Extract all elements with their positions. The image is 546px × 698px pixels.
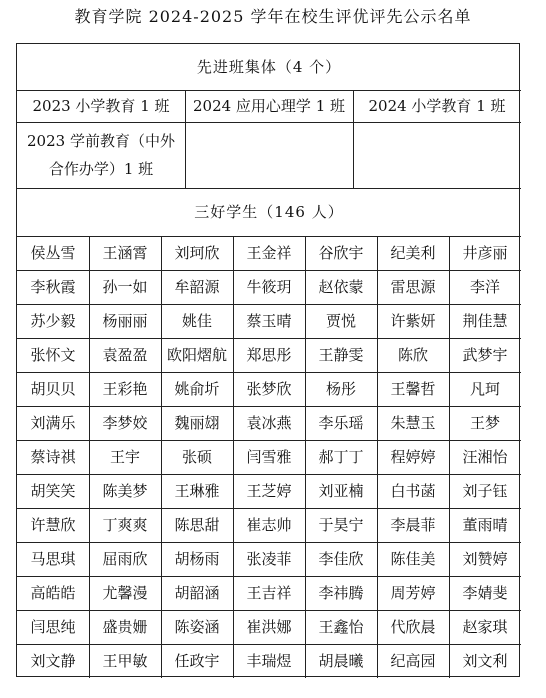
student-name: 贾悦: [325, 312, 356, 330]
student-name: 姚俞圻: [174, 380, 220, 398]
document-title: 教育学院 2024-2025 学年在校生评优评先公示名单: [74, 7, 472, 26]
student-name: 纪美利: [390, 244, 436, 262]
student-name: 袁盈盈: [102, 346, 148, 364]
student-name: 胡贝贝: [30, 380, 76, 398]
student-name: 蔡诗祺: [30, 448, 76, 466]
student-name: 胡笑笑: [30, 482, 76, 500]
student-name: 牛筱玥: [246, 278, 292, 296]
student-name: 李晨菲: [390, 516, 436, 534]
student-name: 杨丽丽: [102, 312, 148, 330]
divider: [17, 188, 521, 189]
advanced-class-2: 2024 应用心理学 1 班: [192, 97, 346, 115]
student-name: 胡韶涵: [174, 584, 220, 602]
student-name: 闫思纯: [30, 618, 76, 636]
student-name: 高皓皓: [30, 584, 76, 602]
divider: [185, 90, 186, 188]
advanced-class-3: 2024 小学教育 1 班: [368, 97, 506, 115]
student-name: 王彩艳: [102, 380, 148, 398]
student-name: 董雨晴: [462, 516, 508, 534]
student-name: 屈雨欣: [102, 550, 148, 568]
student-name: 李洋: [469, 278, 500, 296]
student-name: 王芝婷: [246, 482, 292, 500]
student-name: 孙一如: [102, 278, 148, 296]
student-name: 陈佳美: [390, 550, 436, 568]
student-name: 胡杨雨: [174, 550, 220, 568]
student-name: 马思琪: [30, 550, 76, 568]
student-name: 丰瑞煜: [246, 652, 292, 670]
student-name: 张硕: [181, 448, 212, 466]
divider: [17, 304, 521, 305]
empty-cell: [185, 122, 353, 188]
student-name: 许紫妍: [390, 312, 436, 330]
student-name: 王甲敏: [102, 652, 148, 670]
student-name: 李梦姣: [102, 414, 148, 432]
student-name: 陈思甜: [174, 516, 220, 534]
student-name: 白书菡: [390, 482, 436, 500]
divider: [17, 122, 521, 123]
empty-cell: [353, 122, 521, 188]
student-name: 王吉祥: [246, 584, 292, 602]
student-name: 王梦: [469, 414, 500, 432]
student-name: 牟韶源: [174, 278, 220, 296]
student-name: 荆佳慧: [462, 312, 508, 330]
student-name: 王鑫怡: [318, 618, 364, 636]
student-name: 王宇: [109, 448, 140, 466]
student-name: 雷思源: [390, 278, 436, 296]
student-name: 许慧欣: [30, 516, 76, 534]
student-name: 王静雯: [318, 346, 364, 364]
student-name: 井彦丽: [462, 244, 508, 262]
advanced-class-1: 2023 小学教育 1 班: [32, 97, 170, 115]
student-name: 陈欣: [397, 346, 428, 364]
divider: [233, 236, 234, 678]
student-name: 张梦欣: [246, 380, 292, 398]
student-name: 丁爽爽: [102, 516, 148, 534]
merit-students-grid: [17, 236, 521, 678]
student-name: 尤馨漫: [102, 584, 148, 602]
divider: [17, 270, 521, 271]
divider: [17, 338, 521, 339]
award-table: [16, 43, 520, 677]
student-name: 周芳婷: [390, 584, 436, 602]
divider: [449, 236, 450, 678]
divider: [305, 236, 306, 678]
student-name: 郝丁丁: [318, 448, 364, 466]
student-name: 王琳雅: [174, 482, 220, 500]
divider: [17, 440, 521, 441]
student-name: 刘子钰: [462, 482, 508, 500]
student-name: 崔洪娜: [246, 618, 292, 636]
divider: [17, 644, 521, 645]
student-name: 侯丛雪: [30, 244, 76, 262]
divider: [17, 90, 521, 91]
advanced-class-4: [17, 122, 185, 188]
student-name: 刘满乐: [30, 414, 76, 432]
student-name: 闫雪雅: [246, 448, 292, 466]
student-name: 于昊宁: [318, 516, 364, 534]
student-name: 刘亚楠: [318, 482, 364, 500]
student-name: 纪高园: [390, 652, 436, 670]
student-name: 欧阳熠航: [166, 346, 227, 364]
student-name: 李佳欣: [318, 550, 364, 568]
student-name: 胡晨曦: [318, 652, 364, 670]
student-name: 郑思彤: [246, 346, 292, 364]
student-name: 刘文利: [462, 652, 508, 670]
student-name: 陈美梦: [102, 482, 148, 500]
student-name: 代欣晨: [390, 618, 436, 636]
student-name: 王金祥: [246, 244, 292, 262]
student-name: 李祎腾: [318, 584, 364, 602]
divider: [17, 508, 521, 509]
divider: [17, 474, 521, 475]
divider: [377, 236, 378, 678]
advanced-classes-heading: 先进班集体（4 个）: [196, 58, 342, 76]
student-name: 赵依蒙: [318, 278, 364, 296]
divider: [17, 576, 521, 577]
student-name: 赵家琪: [462, 618, 508, 636]
student-name: 任政宇: [174, 652, 220, 670]
student-name: 李秋霞: [30, 278, 76, 296]
divider: [353, 90, 354, 188]
student-name: 程婷婷: [390, 448, 436, 466]
merit-students-heading: 三好学生（146 人）: [194, 203, 344, 221]
student-name: 王涵霄: [102, 244, 148, 262]
divider: [17, 406, 521, 407]
student-name: 凡珂: [469, 380, 500, 398]
student-name: 张凌菲: [246, 550, 292, 568]
divider: [17, 372, 521, 373]
student-name: 武梦宇: [462, 346, 508, 364]
student-name: 刘珂欣: [174, 244, 220, 262]
student-name: 姚佳: [181, 312, 212, 330]
student-name: 蔡玉晴: [246, 312, 292, 330]
divider: [17, 542, 521, 543]
student-name: 汪湘怡: [462, 448, 508, 466]
student-name: 刘赞婷: [462, 550, 508, 568]
student-name: 陈姿涵: [174, 618, 220, 636]
student-name: 苏少毅: [30, 312, 76, 330]
student-name: 盛贵姗: [102, 618, 148, 636]
student-name: 魏丽翃: [174, 414, 220, 432]
student-name: 刘文静: [30, 652, 76, 670]
divider: [89, 236, 90, 678]
student-name: 王馨哲: [390, 380, 436, 398]
divider: [17, 610, 521, 611]
student-name: 李婧斐: [462, 584, 508, 602]
student-name: 杨彤: [325, 380, 356, 398]
advanced-class-4-line2: 合作办学）1 班: [48, 160, 154, 178]
student-name: 李乐瑶: [318, 414, 364, 432]
advanced-class-4-line1: 2023 学前教育（中外: [27, 132, 175, 150]
student-name: 张怀文: [30, 346, 76, 364]
divider: [161, 236, 162, 678]
student-name: 崔志帅: [246, 516, 292, 534]
student-name: 谷欣宇: [318, 244, 364, 262]
student-name: 袁冰燕: [246, 414, 292, 432]
student-name: 朱慧玉: [390, 414, 436, 432]
